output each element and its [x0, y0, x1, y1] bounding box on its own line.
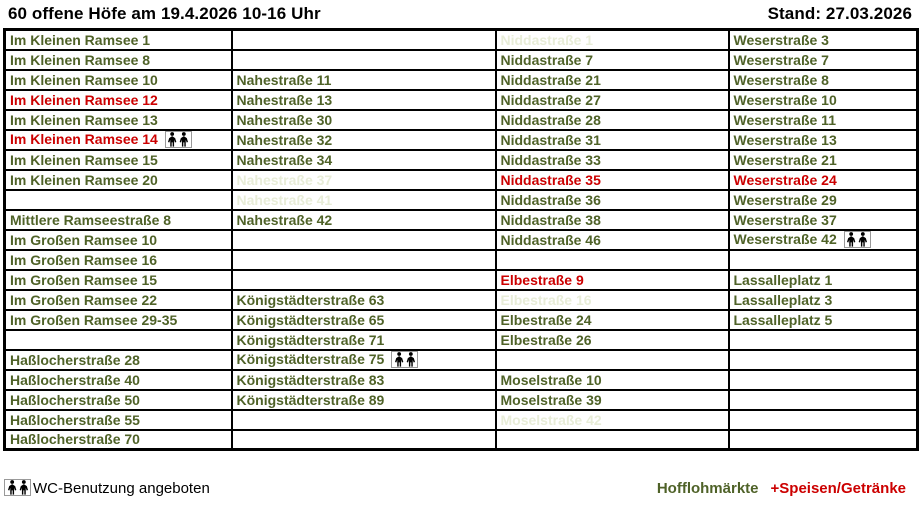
address-text: Im Kleinen Ramsee 20 [10, 171, 158, 188]
address-text: Nahestraße 11 [236, 71, 332, 88]
address-table [3, 28, 919, 451]
address-cell [5, 170, 232, 190]
address-text: Lassalleplatz 3 [733, 291, 833, 308]
address-cell [496, 310, 729, 330]
address-cell [5, 70, 232, 90]
address-text: Weserstraße 3 [733, 31, 829, 48]
address-cell [232, 370, 496, 390]
address-cell [232, 30, 496, 50]
address-text: Im Kleinen Ramsee 14 [10, 131, 158, 147]
address-text: Weserstraße 10 [733, 91, 837, 108]
table-row [5, 410, 918, 430]
address-text: Im Kleinen Ramsee 15 [10, 151, 158, 168]
address-cell [232, 330, 496, 350]
address-text: Elbestraße 9 [500, 271, 584, 288]
address-text: Moselstraße 39 [500, 391, 602, 408]
address-text: Weserstraße 8 [733, 71, 829, 88]
address-cell [729, 230, 918, 250]
address-cell [232, 90, 496, 110]
address-cell [729, 390, 918, 410]
address-cell [496, 250, 729, 270]
address-text: Weserstraße 11 [733, 111, 836, 128]
address-cell [5, 30, 232, 50]
table-row [5, 150, 918, 170]
wc-figure [168, 132, 176, 147]
address-cell [5, 90, 232, 110]
address-cell [232, 250, 496, 270]
address-cell [5, 190, 232, 210]
address-cell [496, 170, 729, 190]
table-row [5, 370, 918, 390]
address-text: Im Großen Ramsee 29-35 [10, 311, 178, 328]
address-cell [496, 270, 729, 290]
page-title: 60 offene Höfe am 19.4.2026 10-16 Uhr [8, 4, 321, 23]
address-cell [496, 390, 729, 410]
address-text: Haßlocherstraße 50 [10, 391, 140, 408]
wc-legend-icon-slot [4, 479, 31, 499]
address-text: Elbestraße 26 [500, 331, 592, 348]
address-text: Weserstraße 24 [733, 171, 837, 188]
address-text: Elbestraße 24 [500, 311, 592, 328]
address-text: Haßlocherstraße 70 [10, 431, 140, 448]
table-row [5, 90, 918, 110]
address-text: Niddastraße 36 [500, 191, 601, 208]
address-cell [729, 430, 918, 450]
address-cell [232, 390, 496, 410]
address-text: Niddastraße 28 [500, 111, 601, 128]
address-text: Niddastraße 46 [500, 231, 601, 248]
address-cell [496, 30, 729, 50]
address-cell [496, 150, 729, 170]
address-cell [5, 330, 232, 350]
address-text: Im Großen Ramsee 16 [10, 251, 158, 268]
category-legend [657, 480, 906, 497]
address-cell [496, 330, 729, 350]
address-text: Königstädterstraße 89 [236, 391, 385, 408]
address-cell [232, 110, 496, 130]
address-text: Haßlocherstraße 28 [10, 351, 140, 368]
address-cell [729, 130, 918, 150]
address-cell [232, 170, 496, 190]
address-cell [5, 50, 232, 70]
address-text: Moselstraße 42 [500, 411, 602, 428]
address-text: Lassalleplatz 5 [733, 311, 833, 328]
address-text: Haßlocherstraße 40 [10, 371, 140, 388]
address-cell [496, 50, 729, 70]
address-text: Niddastraße 27 [500, 91, 601, 108]
table-row [5, 330, 918, 350]
address-cell [232, 430, 496, 450]
address-cell [5, 150, 232, 170]
table-row [5, 230, 918, 250]
address-text: Nahestraße 34 [236, 151, 333, 168]
address-text: Königstädterstraße 83 [236, 371, 385, 388]
address-cell [729, 70, 918, 90]
status-date: Stand: 27.03.2026 [767, 4, 912, 23]
address-text: Weserstraße 13 [733, 131, 837, 148]
wc-icon [165, 131, 192, 148]
address-text: Königstädterstraße 75 [236, 351, 385, 367]
wc-icon [391, 351, 418, 368]
address-text: Königstädterstraße 71 [236, 331, 385, 348]
address-cell [729, 270, 918, 290]
table-row [5, 210, 918, 230]
address-cell [496, 130, 729, 150]
address-cell [232, 410, 496, 430]
address-text: Nahestraße 41 [236, 191, 333, 208]
wc-figure [406, 352, 414, 367]
address-cell [496, 410, 729, 430]
address-cell [496, 230, 729, 250]
table-row [5, 170, 918, 190]
address-cell [5, 430, 232, 450]
address-cell [496, 350, 729, 370]
address-cell [232, 210, 496, 230]
address-text: Niddastraße 33 [500, 151, 601, 168]
address-cell [729, 250, 918, 270]
address-cell [5, 390, 232, 410]
address-cell [496, 290, 729, 310]
address-cell [5, 290, 232, 310]
address-cell [729, 90, 918, 110]
address-text: Weserstraße 37 [733, 211, 837, 228]
address-cell [5, 130, 232, 150]
table-row [5, 350, 918, 370]
address-text: Im Kleinen Ramsee 8 [10, 51, 151, 68]
table-row [5, 290, 918, 310]
address-text: Weserstraße 21 [733, 151, 837, 168]
wc-figure [859, 232, 867, 247]
address-cell [729, 50, 918, 70]
wc-figure [19, 480, 27, 495]
address-text: Im Kleinen Ramsee 10 [10, 71, 158, 88]
table-row [5, 110, 918, 130]
address-cell [232, 70, 496, 90]
table-row [5, 310, 918, 330]
address-cell [5, 270, 232, 290]
address-text: Im Großen Ramsee 22 [10, 291, 158, 308]
address-cell [5, 310, 232, 330]
address-cell [232, 50, 496, 70]
food-legend-label: +Speisen/Getränke [770, 480, 906, 497]
legend-footer [0, 451, 920, 522]
wc-icon [844, 231, 871, 248]
address-cell [729, 30, 918, 50]
address-cell [729, 370, 918, 390]
table-row [5, 270, 918, 290]
address-cell [232, 190, 496, 210]
address-text: Weserstraße 7 [733, 51, 829, 68]
table-row [5, 130, 918, 150]
address-text: Königstädterstraße 63 [236, 291, 385, 308]
address-cell [232, 350, 496, 370]
address-text: Im Kleinen Ramsee 13 [10, 111, 158, 128]
wc-figure [847, 232, 855, 247]
address-cell [496, 90, 729, 110]
address-text: Niddastraße 1 [500, 31, 594, 48]
address-cell [496, 210, 729, 230]
address-cell [5, 210, 232, 230]
address-cell [729, 350, 918, 370]
address-text: Haßlocherstraße 55 [10, 411, 140, 428]
address-cell [729, 150, 918, 170]
address-text: Nahestraße 13 [236, 91, 333, 108]
address-text: Königstädterstraße 65 [236, 311, 385, 328]
address-cell [232, 230, 496, 250]
address-cell [496, 430, 729, 450]
address-cell [729, 410, 918, 430]
address-text: Im Großen Ramsee 15 [10, 271, 158, 288]
address-cell [729, 290, 918, 310]
table-row [5, 430, 918, 450]
address-cell [729, 310, 918, 330]
address-text: Niddastraße 31 [500, 131, 601, 148]
address-cell [5, 370, 232, 390]
table-row [5, 250, 918, 270]
table-row [5, 30, 918, 50]
address-text: Im Kleinen Ramsee 1 [10, 31, 151, 48]
wc-figure [8, 480, 16, 495]
address-text: Weserstraße 29 [733, 191, 837, 208]
address-cell [232, 310, 496, 330]
address-cell [729, 170, 918, 190]
address-text: Nahestraße 37 [236, 171, 333, 188]
address-text: Moselstraße 10 [500, 371, 602, 388]
address-cell [496, 70, 729, 90]
wc-legend-label: WC-Benutzung angeboten [33, 480, 210, 497]
address-text: Im Kleinen Ramsee 12 [10, 91, 158, 108]
address-cell [5, 110, 232, 130]
wc-figure [395, 352, 403, 367]
address-table-body [5, 30, 918, 450]
wc-legend [4, 479, 210, 499]
address-cell [232, 150, 496, 170]
address-text: Niddastraße 38 [500, 211, 601, 228]
address-cell [5, 230, 232, 250]
address-cell [729, 330, 918, 350]
address-text: Nahestraße 42 [236, 211, 333, 228]
address-cell [496, 370, 729, 390]
address-text: Nahestraße 32 [236, 131, 333, 148]
address-text: Im Großen Ramsee 10 [10, 231, 158, 248]
address-cell [496, 110, 729, 130]
address-cell [5, 350, 232, 370]
address-cell [232, 290, 496, 310]
wc-icon [4, 479, 31, 496]
address-text: Niddastraße 7 [500, 51, 594, 68]
address-text: Weserstraße 42 [733, 231, 837, 247]
address-text: Lassalleplatz 1 [733, 271, 833, 288]
address-text: Elbestraße 16 [500, 291, 592, 308]
address-text: Nahestraße 30 [236, 111, 333, 128]
address-cell [232, 270, 496, 290]
wc-figure [180, 132, 188, 147]
address-text: Niddastraße 35 [500, 171, 601, 188]
table-row [5, 50, 918, 70]
page-header [0, 0, 920, 28]
address-text: Niddastraße 21 [500, 71, 601, 88]
address-cell [729, 210, 918, 230]
address-cell [5, 250, 232, 270]
address-cell [729, 190, 918, 210]
address-cell [5, 410, 232, 430]
table-row [5, 70, 918, 90]
address-cell [496, 190, 729, 210]
markets-legend-label: Hofflohmärkte [656, 480, 759, 497]
address-cell [729, 110, 918, 130]
table-row [5, 390, 918, 410]
address-cell [232, 130, 496, 150]
table-row [5, 190, 918, 210]
address-text: Mittlere Ramseestraße 8 [10, 211, 172, 228]
